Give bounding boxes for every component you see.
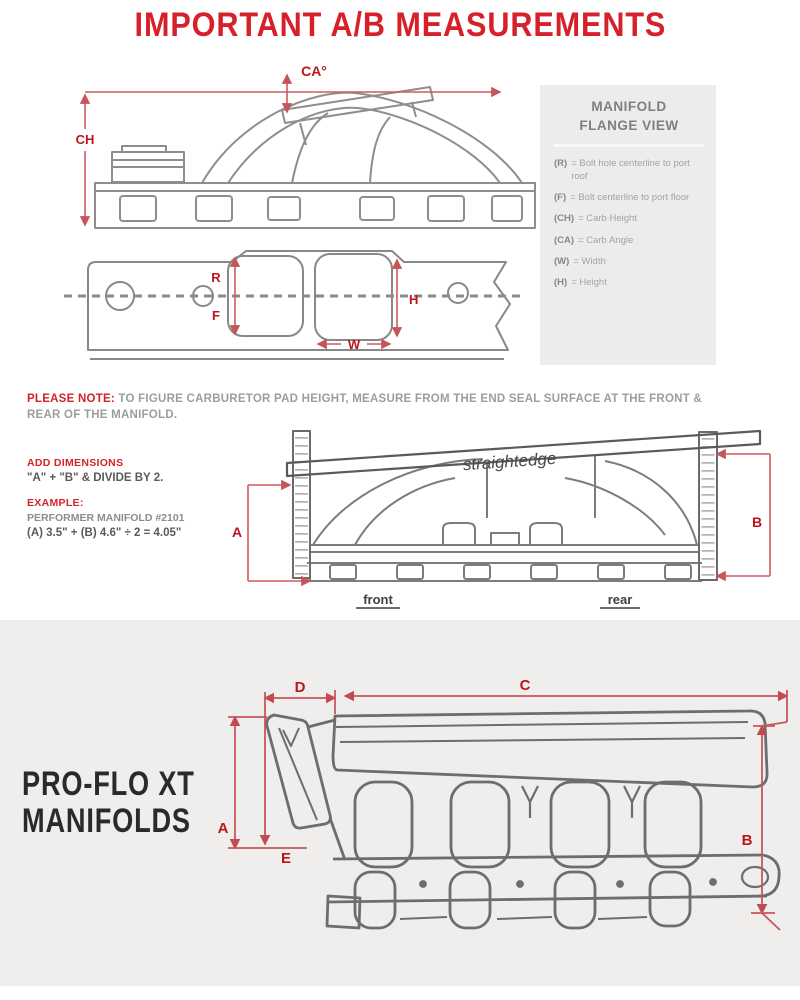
legend-row: (H) = Height [554,277,607,289]
dim-label-d: D [294,679,306,696]
ab-instructions [27,457,257,539]
page-title: IMPORTANT A/B MEASUREMENTS [134,6,666,44]
rear-label: rear [607,592,633,607]
diagram-proflo-xt [195,660,795,995]
proflo-section [0,620,800,986]
diagram-flange-view [60,240,530,380]
legend-row: (W) = Width [554,256,606,268]
flange-art [64,251,522,359]
please-note: PLEASE NOTE: TO FIGURE CARBURETOR PAD HEIGHT, MEASURE FROM THE END SEAL SURFACE AT THE FRONT & REAR OF THE MANIFOLD. [27,393,702,421]
dim-label-a: A [217,820,229,837]
diagram-straightedge-view [225,423,785,615]
legend-row: (F) = Bolt centerline to port floor [554,192,690,204]
legend-row: (CH) = Carb Height [554,213,637,225]
manifold-side-art [95,87,535,228]
dim-label-width: W [347,337,361,352]
dim-label-a-front: A [231,524,243,540]
add-dimensions-label: ADD DIMENSIONS [27,457,124,469]
side-view-dimensions [85,75,500,225]
example-calculation: (A) 3.5" + (B) 4.6" ÷ 2 = 4.05" [27,527,182,539]
manifold-flange-view-legend [540,85,716,365]
example-manifold: PERFORMER MANIFOLD #2101 [27,512,185,524]
dim-label-e: E [280,850,292,867]
example-label: EXAMPLE: [27,497,84,509]
legend-row: (R) = Bolt hole centerline to port roof [554,158,690,182]
dim-label-c: C [519,677,531,694]
legend-title: MANIFOLD FLANGE VIEW [554,97,704,147]
dim-label-port-roof: R [211,270,221,285]
dim-label-b-rear: B [751,514,763,530]
front-label: front [363,592,393,607]
proflo-heading: PRO-FLO XT MANIFOLDS [22,765,195,840]
dim-label-b: B [741,832,753,849]
dim-label-port-floor: F [212,308,220,323]
straightedge-label: straightedge [462,448,557,475]
proflo-art [267,711,780,928]
dim-label-carb-height: CH [75,132,95,147]
dim-label-carb-angle: CA° [301,63,327,79]
add-dimensions-formula: "A" + "B" & DIVIDE BY 2. [27,472,164,484]
dim-label-height: H [409,292,419,307]
legend-row: (CA) = Carb Angle [554,234,634,246]
legend-items [554,158,704,290]
diagram-manifold-side-view [60,55,540,243]
please-note-label: PLEASE NOTE: [27,393,115,405]
